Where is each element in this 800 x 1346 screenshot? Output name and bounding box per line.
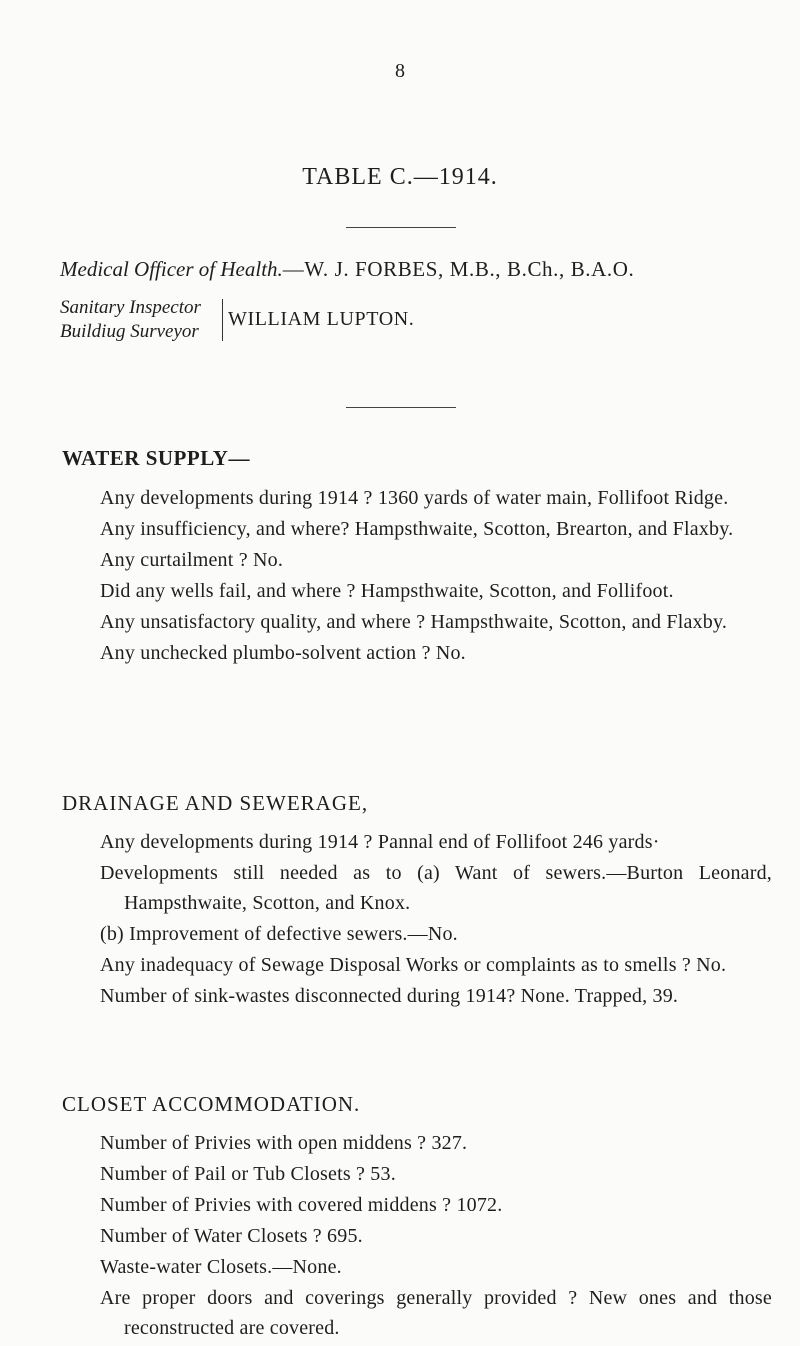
water-supply-item: Any developments during 1914 ? 1360 yards of water main, Follifoot Ridge. <box>100 487 729 509</box>
drainage-list <box>100 827 772 1012</box>
drainage-item: (b) Improvement of defective sewers.—No. <box>100 923 458 945</box>
inspector-roles <box>60 296 201 344</box>
inspector-name: WILLIAM LUPTON. <box>228 308 415 330</box>
drainage-item: Any developments during 1914 ? Pannal end of Follifoot 246 yards· <box>100 831 660 853</box>
sanitary-inspector-role: Sanitary Inspector <box>60 297 201 318</box>
drainage-heading: DRAINAGE AND SEWERAGE, <box>62 791 369 815</box>
water-supply-item: Any curtailment ? No. <box>100 549 284 571</box>
closet-item: Number of Water Closets ? 695. <box>100 1225 363 1247</box>
page-number: 8 <box>395 60 405 82</box>
closet-item: Number of Privies with open middens ? 327. <box>100 1132 468 1154</box>
drainage-item: Number of sink-wastes disconnected during 1914? None. Trapped, 39. <box>100 985 679 1007</box>
closet-item: Waste-water Closets.—None. <box>100 1256 342 1278</box>
building-surveyor-role: Buildiug Surveyor <box>60 321 199 342</box>
divider <box>346 407 456 408</box>
water-supply-list <box>100 483 772 669</box>
closet-list <box>100 1128 772 1344</box>
water-supply-heading: WATER SUPPLY— <box>62 446 250 470</box>
divider <box>346 227 456 228</box>
brace-bracket <box>217 299 223 341</box>
medical-officer-line <box>60 257 634 282</box>
drainage-item: Any inadequacy of Sewage Disposal Works or complaints as to smells ? No. <box>100 954 727 976</box>
drainage-item: Developments still needed as to (a) Want of sewers.—Burton Leonard, Hampsthwaite, Scotton, and Knox. <box>100 862 772 914</box>
table-title: TABLE C.—1914. <box>302 164 498 190</box>
closet-item: Are proper doors and coverings generally provided ? New ones and those reconstructed are covered. <box>100 1287 772 1339</box>
water-supply-item: Any unsatisfactory quality, and where ? Hampsthwaite, Scotton, and Flaxby. <box>100 611 728 633</box>
medical-officer-name: —W. J. FORBES, M.B., B.Ch., B.A.O. <box>282 257 635 281</box>
water-supply-item: Any unchecked plumbo-solvent action ? No. <box>100 642 466 664</box>
water-supply-item: Did any wells fail, and where ? Hampsthwaite, Scotton, and Follifoot. <box>100 580 674 602</box>
water-supply-item: Any insufficiency, and where? Hampsthwaite, Scotton, Brearton, and Flaxby. <box>100 518 734 540</box>
closet-item: Number of Pail or Tub Closets ? 53. <box>100 1163 396 1185</box>
medical-officer-role: Medical Officer of Health. <box>60 257 283 281</box>
closet-item: Number of Privies with covered middens ? 1072. <box>100 1194 503 1216</box>
closet-heading: CLOSET ACCOMMODATION. <box>62 1092 361 1116</box>
